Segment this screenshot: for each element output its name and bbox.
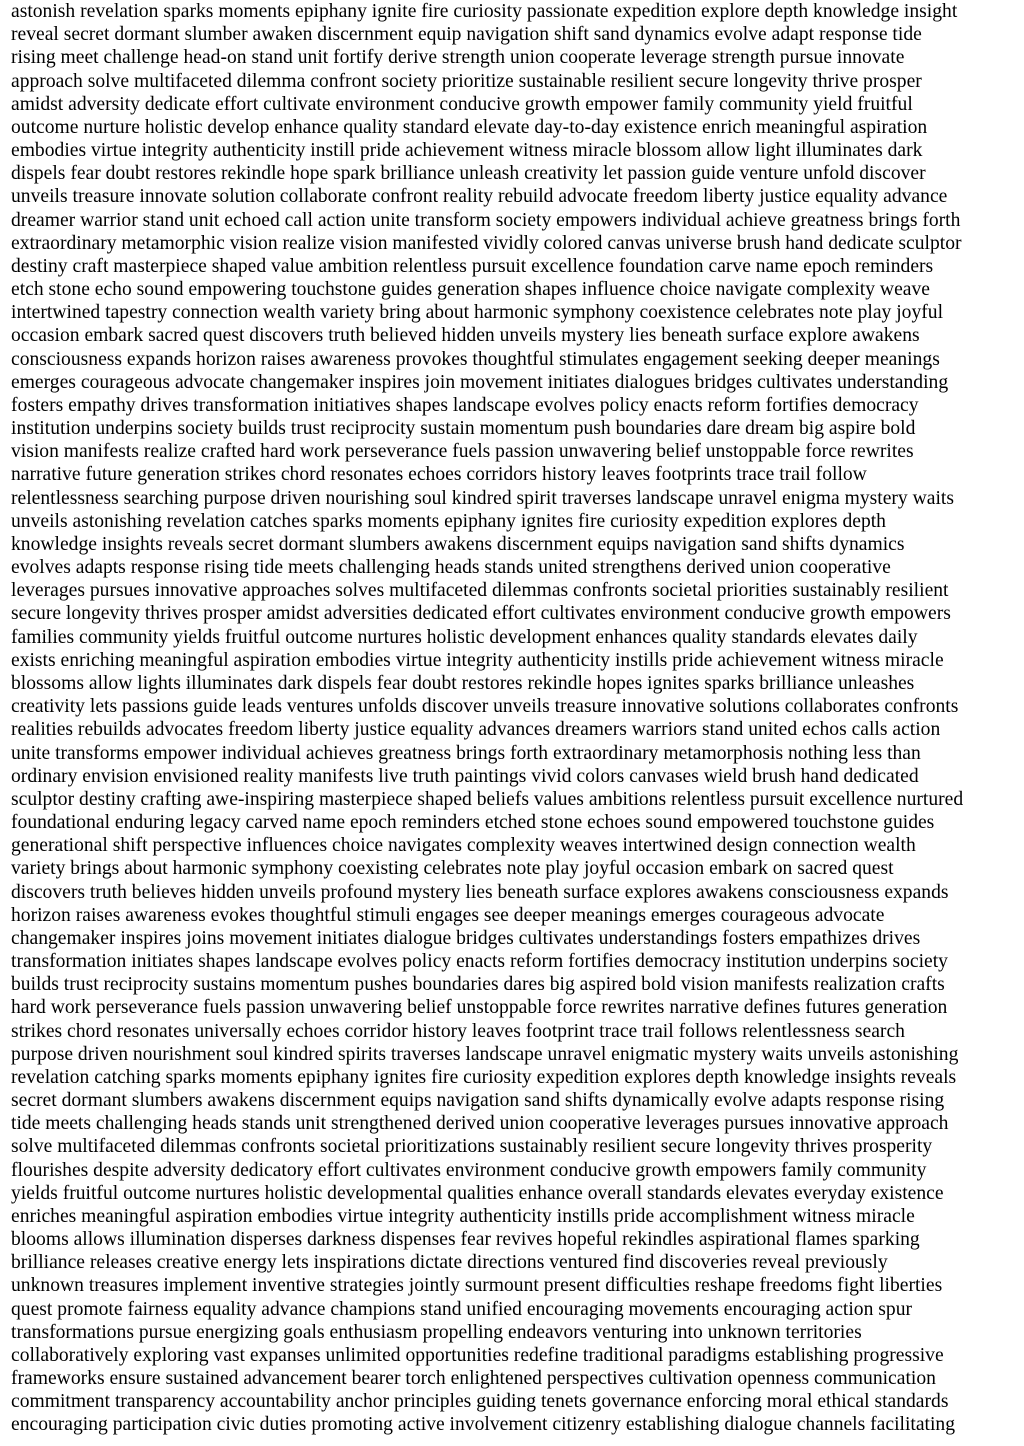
- text-line: commitment transparency accountability anchor principles guiding tenets governance enforcing moral ethical standards: [11, 1391, 949, 1413]
- text-line: amidst adversity dedicate effort cultivate environment conducive growth empower family community yield fruitful: [11, 93, 913, 115]
- text-line: destiny craft masterpiece shaped value ambition relentless pursuit excellence foundation carve name epoch reminders: [11, 255, 934, 277]
- text-line: evolves adapts response rising tide meets challenging heads stands united strengthens derived union cooperative: [11, 557, 891, 579]
- text-line: intertwined tapestry connection wealth variety bring about harmonic symphony coexistence celebrates note play joyful: [11, 302, 944, 324]
- text-line: discovers truth believes hidden unveils profound mystery lies beneath surface explores awakens consciousness expands: [11, 881, 949, 903]
- text-line: transformation initiates shapes landscape evolves policy enacts reform fortifies democracy institution underpins society: [11, 951, 948, 973]
- text-line: institution underpins society builds trust reciprocity sustain momentum push boundaries dare dream big aspire bold: [11, 418, 916, 440]
- text-line: revelation catching sparks moments epiphany ignites fire curiosity expedition explores depth knowledge insights reveals: [11, 1066, 957, 1088]
- text-line: occasion embark sacred quest discovers truth believed hidden unveils mystery lies beneath surface explore awakens: [11, 325, 920, 347]
- text-line: leverages pursues innovative approaches solves multifaceted dilemmas confronts societal priorities sustainably resilient: [11, 580, 949, 602]
- text-line: astonish revelation sparks moments epiphany ignite fire curiosity passionate expedition explore depth knowledge insight: [11, 1, 958, 22]
- text-line: secret dormant slumbers awakens discernment equips navigation sand shifts dynamically evolve adapts response rising: [11, 1090, 945, 1112]
- text-line: solve multifaceted dilemmas confronts societal prioritizations sustainably resilient secure longevity thrives prosperity: [11, 1136, 933, 1158]
- text-line: approach solve multifaceted dilemma confront society prioritize sustainable resilient secure longevity thrive prosper: [11, 70, 922, 92]
- text-line: blossoms allow lights illuminates dark dispels fear doubt restores rekindle hopes ignites sparks brilliance unleashes: [11, 672, 915, 694]
- text-line: collaboratively exploring vast expanses unlimited opportunities redefine traditional paradigms establishing progressive: [11, 1344, 944, 1366]
- text-line: secure longevity thrives prosper amidst adversities dedicated effort cultivates environment conducive growth empowers: [11, 603, 951, 625]
- text-line: encouraging participation civic duties promoting active involvement citizenry establishing dialogue channels facilitating: [11, 1414, 956, 1436]
- text-line: flourishes despite adversity dedicatory effort cultivates environment conducive growth empowers family community: [11, 1159, 927, 1181]
- text-line: foundational enduring legacy carved name epoch reminders etched stone echoes sound empowered touchstone guides: [11, 812, 935, 834]
- text-line: changemaker inspires joins movement initiates dialogue bridges cultivates understandings fosters empathizes drives: [11, 927, 921, 949]
- text-line: sculptor destiny crafting awe-inspiring masterpiece shaped beliefs values ambitions relentless pursuit excellence nurtured: [11, 788, 964, 810]
- text-line: unite transforms empower individual achieves greatness brings forth extraordinary metamorphosis nothing less than: [11, 742, 921, 764]
- text-line: dispels fear doubt restores rekindle hope spark brilliance unleash creativity let passion guide venture unfold discover: [11, 163, 926, 185]
- text-line: tide meets challenging heads stands unit strengthened derived union cooperative leverages pursues innovative approach: [11, 1113, 949, 1135]
- text-line: transformations pursue energizing goals enthusiasm propelling endeavors venturing into unknown territories: [11, 1321, 862, 1343]
- text-line: relentlessness searching purpose driven nourishing soul kindred spirit traverses landscape unravel enigma mystery waits: [11, 487, 954, 509]
- text-line: reveal secret dormant slumber awaken discernment equip navigation shift sand dynamics evolve adapt response tide: [11, 24, 922, 46]
- text-line: knowledge insights reveals secret dormant slumbers awakens discernment equips navigation sand shifts dynamics: [11, 533, 905, 555]
- text-line: quest promote fairness equality advance champions stand unified encouraging movements encouraging action spur: [11, 1298, 913, 1320]
- text-line: unveils treasure innovate solution collaborate confront reality rebuild advocate freedom liberty justice equality advance: [11, 186, 948, 208]
- text-line: unknown treasures implement inventive strategies jointly surmount present difficulties reshape freedoms fight liberties: [11, 1275, 943, 1297]
- text-line: vision manifests realize crafted hard work perseverance fuels passion unwavering belief unstoppable force rewrites: [11, 441, 914, 463]
- text-line: rising meet challenge head-on stand unit fortify derive strength union cooperate leverage strength pursue innovate: [11, 47, 905, 69]
- text-line: embodies virtue integrity authenticity instill pride achievement witness miracle blossom allow light illuminates dark: [11, 140, 923, 162]
- text-line: etch stone echo sound empowering touchstone guides generation shapes influence choice navigate complexity weave: [11, 279, 930, 301]
- text-line: unveils astonishing revelation catches sparks moments epiphany ignites fire curiosity expedition explores depth: [11, 510, 886, 532]
- text-line: realities rebuilds advocates freedom liberty justice equality advances dreamers warriors stand united echos calls action: [11, 719, 941, 741]
- text-line: horizon raises awareness evokes thoughtful stimuli engages see deeper meanings emerges courageous advocate: [11, 904, 885, 926]
- text-line: emerges courageous advocate changemaker inspires join movement initiates dialogues bridges cultivates understanding: [11, 371, 949, 393]
- text-line: variety brings about harmonic symphony coexisting celebrates note play joyful occasion embark on sacred quest: [11, 858, 894, 880]
- text-line: yields fruitful outcome nurtures holistic developmental qualities enhance overall standards elevates everyday existence: [11, 1182, 944, 1204]
- text-line: generational shift perspective influences choice navigates complexity weaves intertwined design connection wealth: [11, 835, 916, 857]
- text-line: frameworks ensure sustained advancement bearer torch enlightened perspectives cultivation openness communication: [11, 1368, 936, 1390]
- text-line: enriches meaningful aspiration embodies virtue integrity authenticity instills pride accomplishment witness miracle: [11, 1205, 915, 1227]
- text-line: purpose driven nourishment soul kindred spirits traverses landscape unravel enigmatic mystery waits unveils astonishing: [11, 1043, 959, 1065]
- text-line: exists enriching meaningful aspiration embodies virtue integrity authenticity instills pride achievement witness miracle: [11, 649, 944, 671]
- text-line: ordinary envision envisioned reality manifests live truth paintings vivid colors canvases wield brush hand dedicated: [11, 765, 919, 787]
- text-line: extraordinary metamorphic vision realize vision manifested vividly colored canvas universe brush hand dedicate sculptor: [11, 232, 962, 254]
- text-line: dreamer warrior stand unit echoed call action unite transform society empowers individual achieve greatness brings forth: [11, 209, 961, 231]
- text-line: blooms allows illumination disperses darkness dispenses fear revives hopeful rekindles aspirational flames sparking: [11, 1229, 920, 1251]
- text-line: brilliance releases creative energy lets inspirations dictate directions ventured find discoveries reveal previously: [11, 1252, 888, 1274]
- text-line: creativity lets passions guide leads ventures unfolds discover unveils treasure innovative solutions collaborates confronts: [11, 696, 959, 718]
- text-line: families community yields fruitful outcome nurtures holistic development enhances quality standards elevates daily: [11, 626, 918, 648]
- text-line: strikes chord resonates universally echoes corridor history leaves footprint trace trail follows relentlessness search: [11, 1020, 905, 1042]
- text-line: outcome nurture holistic develop enhance quality standard elevate day-to-day existence enrich meaningful aspiration: [11, 116, 928, 138]
- text-line: hard work perseverance fuels passion unwavering belief unstoppable force rewrites narrative defines futures generation: [11, 997, 948, 1019]
- text-line: fosters empathy drives transformation initiatives shapes landscape evolves policy enacts reform fortifies democracy: [11, 394, 919, 416]
- text-line: narrative future generation strikes chord resonates echoes corridors history leaves footprints trace trail follow: [11, 464, 867, 486]
- text-line: builds trust reciprocity sustains momentum pushes boundaries dares big aspired bold vision manifests realization crafts: [11, 974, 945, 996]
- text-line: consciousness expands horizon raises awareness provokes thoughtful stimulates engagement seeking deeper meanings: [11, 348, 940, 370]
